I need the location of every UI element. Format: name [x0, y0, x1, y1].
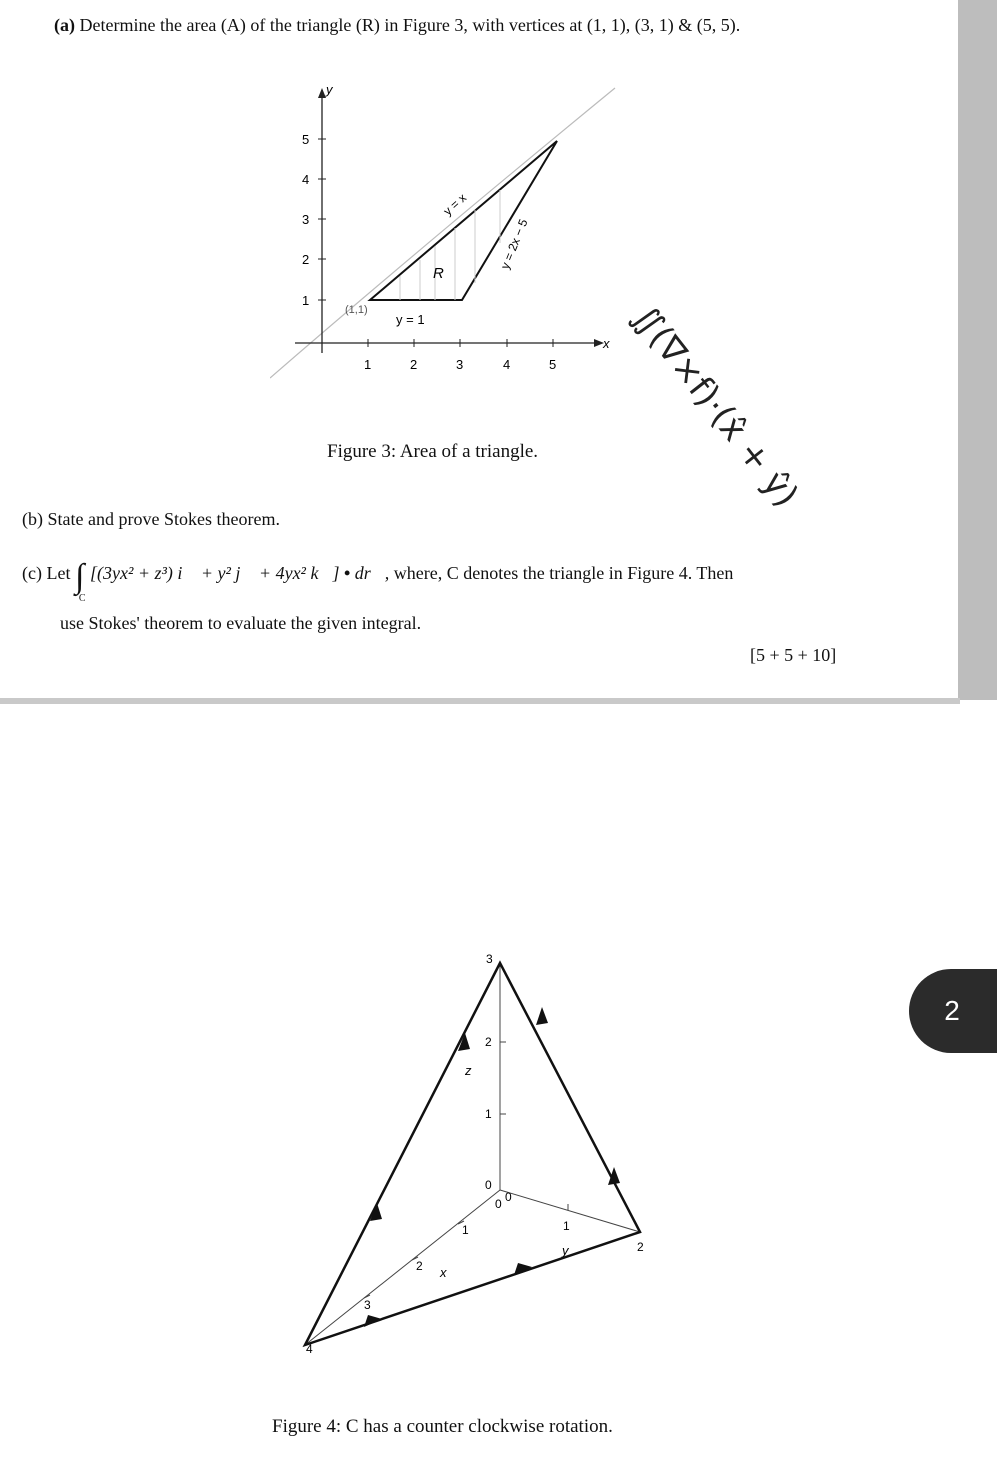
y-tick-1: 1 [302, 293, 310, 308]
x-axis-label: x [440, 1265, 447, 1280]
part-a-text: Determine the area (A) of the triangle (R) in Figure 3, with vertices at (1, 1), (3, 1) & (5, 5). [79, 15, 741, 35]
x-tick-4: 4 [306, 1342, 313, 1356]
x-tick-3: 3 [456, 357, 464, 372]
x-tick-2: 2 [416, 1259, 423, 1273]
z-axis-label: z [465, 1063, 472, 1078]
x-tick-3: 3 [364, 1298, 371, 1312]
triangle-r [370, 141, 557, 300]
line-label-y-eq-2x-5: y = 2x − 5 [497, 217, 531, 272]
x-tick-0: 0 [495, 1197, 502, 1211]
differential: dr⃗, [354, 563, 390, 583]
y-tick-3: 3 [302, 212, 310, 227]
figure-3-caption: Figure 3: Area of a triangle. [327, 441, 539, 462]
x-tick-1: 1 [462, 1223, 469, 1237]
part-b-text: State and prove Stokes theorem. [47, 509, 280, 529]
handwritten-note: ∬(∇×f)·(x̂ + ŷ) [624, 297, 807, 515]
x-tick-4: 4 [503, 357, 511, 372]
y-axis-label: y [326, 82, 333, 97]
part-c-line1-suffix: where, C denotes the triangle in Figure 4. Then [393, 563, 734, 583]
y-axis-arrow [318, 88, 326, 98]
x-axis [305, 1190, 500, 1345]
page-divider [0, 698, 960, 704]
y-tick-4: 4 [302, 172, 310, 187]
vertex-note: (1,1) [345, 304, 368, 316]
triangle-c [305, 963, 640, 1345]
marks: [5 + 5 + 10] [750, 645, 837, 665]
y-axis-label: y [562, 1243, 569, 1258]
part-c-question-line1 [22, 558, 733, 604]
x-axis-label: x [603, 336, 610, 351]
integral-subscript: C [78, 593, 86, 604]
part-b-label: (b) [22, 509, 43, 529]
part-c-question-line2: use Stokes' theorem to evaluate the given integral. [60, 613, 422, 633]
part-c-label: (c) [22, 563, 42, 583]
part-c-let: Let [46, 563, 71, 583]
z-tick-3: 3 [486, 952, 493, 966]
dot-product: • [343, 563, 351, 583]
part-a-label: (a) [54, 15, 75, 35]
part-b-question [22, 509, 280, 530]
y-axis [500, 1190, 640, 1232]
x-tick-1: 1 [364, 357, 372, 372]
integral-sign: ∫ [74, 558, 85, 595]
z-tick-0: 0 [485, 1178, 492, 1192]
line-label-y-eq-1: y = 1 [396, 312, 425, 327]
integrand: [(3yx² + z³) i⃗ + y² j⃗ + 4yx² k⃗] [89, 563, 340, 583]
figure-3-plot [270, 78, 630, 398]
page-number: 2 [944, 995, 960, 1026]
arrow-y-to-z-upper [536, 1007, 548, 1025]
y-tick-2: 2 [302, 252, 310, 267]
z-tick-1: 1 [485, 1107, 492, 1121]
figure-4-plot [280, 945, 670, 1365]
y-tick-5: 5 [302, 132, 310, 147]
line-label-y-eq-x: y = x [440, 190, 470, 219]
x-tick-2: 2 [410, 357, 418, 372]
page-number-badge[interactable] [909, 969, 997, 1053]
y-tick-1: 1 [563, 1219, 570, 1233]
side-gutter [958, 0, 997, 700]
z-tick-2: 2 [485, 1035, 492, 1049]
y-tick-2: 2 [637, 1240, 644, 1254]
part-a-question [54, 15, 740, 36]
x-tick-5: 5 [549, 357, 557, 372]
region-label-r: R [433, 265, 444, 282]
y-tick-0: 0 [505, 1190, 512, 1204]
figure-4-caption: Figure 4: C has a counter clockwise rotation. [272, 1416, 613, 1437]
